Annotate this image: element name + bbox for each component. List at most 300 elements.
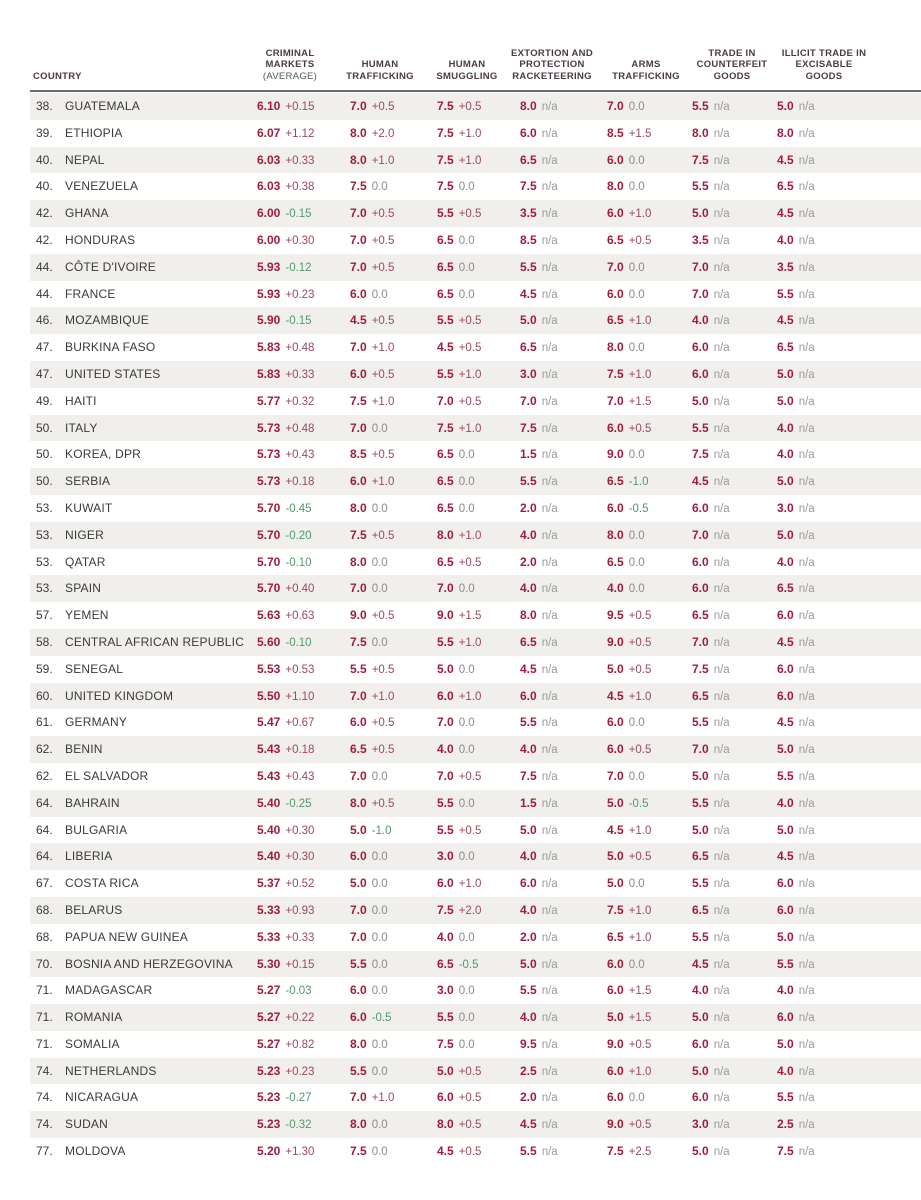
row-rank: 70. (36, 956, 53, 971)
human-smuggling-change: +1.0 (458, 154, 482, 167)
cell-excisable-goods (777, 575, 815, 603)
arms-trafficking-change: +0.5 (628, 636, 652, 649)
arms-trafficking-score: 6.0 (607, 1063, 624, 1078)
counterfeit-goods-change: n/a (713, 663, 730, 676)
counterfeit-goods-score: 5.5 (692, 420, 709, 435)
excisable-goods-change: n/a (798, 449, 815, 462)
extortion-score: 4.0 (520, 849, 537, 864)
extortion-score: 1.5 (520, 795, 537, 810)
arms-trafficking-score: 6.0 (607, 956, 624, 971)
cell-arms-trafficking (607, 575, 645, 603)
row-rank: 58. (36, 634, 53, 649)
counterfeit-goods-score: 5.0 (692, 393, 709, 408)
counterfeit-goods-change: n/a (713, 1012, 730, 1025)
cell-counterfeit-goods (692, 1058, 730, 1086)
human-smuggling-score: 4.0 (437, 929, 454, 944)
counterfeit-goods-score: 4.0 (692, 313, 709, 328)
arms-trafficking-change: +0.5 (628, 610, 652, 623)
extortion-score: 2.0 (520, 1090, 537, 1105)
human-smuggling-score: 6.5 (437, 956, 454, 971)
row-rank: 38. (36, 99, 53, 113)
criminal-markets-change: +0.33 (285, 931, 315, 944)
counterfeit-goods-change: n/a (713, 261, 730, 274)
counterfeit-goods-score: 6.0 (692, 1090, 709, 1105)
excisable-goods-score: 6.5 (777, 581, 794, 596)
table-row (30, 843, 921, 870)
cell-human-trafficking (350, 763, 388, 791)
criminal-markets-score: 5.83 (257, 366, 281, 381)
cell-counterfeit-goods (692, 709, 730, 737)
cell-criminal-markets (257, 147, 314, 175)
cell-arms-trafficking (607, 683, 651, 711)
human-smuggling-change: +0.5 (458, 101, 482, 113)
human-smuggling-score: 8.0 (437, 527, 454, 542)
counterfeit-goods-score: 5.0 (692, 822, 709, 837)
excisable-goods-change: n/a (798, 878, 815, 891)
table-row (30, 307, 921, 334)
criminal-markets-score: 5.23 (257, 1090, 281, 1105)
cell-arms-trafficking (607, 441, 645, 469)
arms-trafficking-score: 8.5 (607, 125, 624, 140)
header-extortion: EXTORTION AND PROTECTION RACKETEERING (510, 47, 593, 82)
cell-extortion (520, 977, 558, 1005)
excisable-goods-score: 7.5 (777, 1144, 794, 1159)
human-smuggling-change: +1.0 (458, 529, 482, 542)
human-trafficking-change: +1.0 (371, 154, 395, 167)
human-trafficking-change: +0.5 (371, 717, 395, 730)
cell-excisable-goods (777, 120, 815, 148)
human-trafficking-score: 5.5 (350, 956, 367, 971)
excisable-goods-change: n/a (798, 583, 815, 596)
header-arms-trafficking: ARMS TRAFFICKING (612, 59, 680, 82)
human-trafficking-change: 0.0 (371, 1146, 388, 1159)
row-country: BULGARIA (65, 822, 128, 837)
cell-human-smuggling (437, 977, 475, 1005)
cell-human-trafficking (350, 897, 388, 925)
human-smuggling-change: 0.0 (458, 717, 475, 730)
cell-counterfeit-goods (692, 334, 730, 362)
human-smuggling-change: 0.0 (458, 1012, 475, 1025)
human-trafficking-score: 6.0 (350, 983, 367, 998)
counterfeit-goods-change: n/a (713, 342, 730, 355)
counterfeit-goods-change: n/a (713, 395, 730, 408)
arms-trafficking-score: 4.5 (607, 688, 624, 703)
row-country: SOMALIA (65, 1036, 120, 1051)
cell-human-smuggling (437, 1084, 481, 1112)
cell-counterfeit-goods (692, 1004, 730, 1032)
header-country: COUNTRY (33, 70, 82, 82)
criminal-markets-change: +0.30 (285, 234, 315, 247)
cell-criminal-markets (257, 307, 312, 335)
human-smuggling-change: 0.0 (458, 583, 475, 596)
cell-arms-trafficking (607, 629, 651, 657)
counterfeit-goods-change: n/a (713, 904, 730, 917)
counterfeit-goods-score: 3.5 (692, 232, 709, 247)
cell-counterfeit-goods (692, 361, 730, 389)
counterfeit-goods-change: n/a (713, 181, 730, 194)
cell-arms-trafficking (607, 254, 645, 282)
criminal-markets-change: +0.43 (285, 770, 315, 783)
cell-arms-trafficking (607, 227, 651, 255)
cell-arms-trafficking (607, 709, 645, 737)
cell-excisable-goods (777, 683, 815, 711)
excisable-goods-score: 4.5 (777, 849, 794, 864)
counterfeit-goods-score: 4.5 (692, 474, 709, 489)
extortion-change: n/a (541, 663, 558, 676)
cell-criminal-markets (257, 1084, 312, 1112)
human-trafficking-change: 0.0 (371, 958, 388, 971)
table-row (30, 602, 921, 629)
cell-extortion (520, 388, 558, 416)
extortion-change: n/a (541, 931, 558, 944)
arms-trafficking-change: 0.0 (628, 288, 645, 301)
row-country: BAHRAIN (65, 795, 120, 810)
row-rank: 44. (36, 259, 53, 274)
human-trafficking-change: +0.5 (371, 208, 395, 221)
row-country: NICARAGUA (65, 1090, 139, 1105)
counterfeit-goods-score: 6.0 (692, 1036, 709, 1051)
extortion-score: 7.5 (520, 179, 537, 194)
counterfeit-goods-change: n/a (713, 288, 730, 301)
cell-criminal-markets (257, 173, 314, 201)
criminal-markets-change: -0.32 (285, 1119, 312, 1132)
human-smuggling-score: 7.5 (437, 179, 454, 194)
arms-trafficking-score: 5.0 (607, 849, 624, 864)
table-row (30, 1004, 921, 1031)
extortion-change: n/a (541, 1146, 558, 1159)
cell-human-smuggling (437, 602, 481, 630)
human-smuggling-score: 7.5 (437, 420, 454, 435)
table-row (30, 361, 921, 388)
cell-excisable-goods (777, 549, 815, 577)
cell-counterfeit-goods (692, 441, 730, 469)
criminal-markets-change: +0.48 (285, 422, 315, 435)
human-trafficking-change: 0.0 (371, 583, 388, 596)
human-trafficking-change: +1.0 (371, 476, 395, 489)
extortion-change: n/a (541, 502, 558, 515)
excisable-goods-score: 5.0 (777, 929, 794, 944)
row-country: VENEZUELA (65, 179, 139, 194)
cell-extortion (520, 1084, 558, 1112)
cell-criminal-markets (257, 656, 314, 684)
human-smuggling-score: 6.0 (437, 688, 454, 703)
cell-counterfeit-goods (692, 200, 730, 228)
extortion-score: 5.5 (520, 1144, 537, 1159)
table-row (30, 924, 921, 951)
cell-arms-trafficking (607, 1004, 651, 1032)
human-trafficking-score: 7.0 (350, 902, 367, 917)
arms-trafficking-change: +0.5 (628, 851, 652, 864)
arms-trafficking-score: 8.0 (607, 527, 624, 542)
excisable-goods-change: n/a (798, 770, 815, 783)
human-trafficking-score: 7.0 (350, 688, 367, 703)
criminal-markets-score: 5.63 (257, 608, 281, 623)
cell-counterfeit-goods (692, 1084, 730, 1112)
criminal-markets-change: +0.53 (285, 663, 315, 676)
arms-trafficking-score: 6.0 (607, 286, 624, 301)
cell-excisable-goods (777, 817, 815, 845)
arms-trafficking-change: +1.5 (628, 1012, 652, 1025)
cell-human-trafficking (350, 977, 388, 1005)
extortion-change: n/a (541, 958, 558, 971)
cell-counterfeit-goods (692, 951, 730, 979)
extortion-score: 6.5 (520, 152, 537, 167)
counterfeit-goods-score: 6.0 (692, 366, 709, 381)
human-smuggling-score: 7.5 (437, 902, 454, 917)
human-smuggling-change: 0.0 (458, 502, 475, 515)
human-smuggling-score: 5.5 (437, 206, 454, 221)
row-rank: 74. (36, 1117, 53, 1132)
row-rank: 47. (36, 366, 53, 381)
extortion-score: 4.0 (520, 1010, 537, 1025)
row-country: SENEGAL (65, 661, 124, 676)
cell-criminal-markets (257, 1138, 314, 1166)
cell-arms-trafficking (607, 736, 651, 764)
arms-trafficking-score: 8.0 (607, 340, 624, 355)
cell-human-trafficking (350, 361, 394, 389)
extortion-score: 5.0 (520, 956, 537, 971)
criminal-markets-score: 6.00 (257, 232, 281, 247)
human-smuggling-score: 4.5 (437, 340, 454, 355)
cell-human-trafficking (350, 1058, 388, 1086)
criminal-markets-score: 5.43 (257, 768, 281, 783)
excisable-goods-change: n/a (798, 1012, 815, 1025)
cell-human-smuggling (437, 1004, 475, 1032)
cell-counterfeit-goods (692, 656, 730, 684)
counterfeit-goods-score: 5.5 (692, 876, 709, 891)
cell-extortion (520, 897, 558, 925)
criminal-markets-score: 5.73 (257, 447, 281, 462)
human-trafficking-score: 6.0 (350, 286, 367, 301)
cell-arms-trafficking (607, 790, 649, 818)
cell-extortion (520, 683, 558, 711)
excisable-goods-score: 5.0 (777, 393, 794, 408)
arms-trafficking-score: 9.5 (607, 608, 624, 623)
cell-extortion (520, 951, 558, 979)
cell-counterfeit-goods (692, 495, 730, 523)
extortion-change: n/a (541, 395, 558, 408)
cell-human-trafficking (350, 817, 392, 845)
extortion-change: n/a (541, 904, 558, 917)
counterfeit-goods-score: 7.5 (692, 661, 709, 676)
arms-trafficking-change: +0.5 (628, 234, 652, 247)
cell-criminal-markets (257, 602, 314, 630)
header-human-trafficking: HUMAN TRAFFICKING (346, 59, 414, 82)
human-trafficking-change: 0.0 (371, 770, 388, 783)
row-rank: 49. (36, 393, 53, 408)
cell-extortion (520, 549, 558, 577)
cell-human-smuggling (437, 790, 475, 818)
excisable-goods-score: 4.0 (777, 420, 794, 435)
cell-counterfeit-goods (692, 575, 730, 603)
extortion-score: 4.5 (520, 1117, 537, 1132)
cell-counterfeit-goods (692, 736, 730, 764)
table-row (30, 736, 921, 763)
excisable-goods-score: 5.0 (777, 822, 794, 837)
excisable-goods-change: n/a (798, 422, 815, 435)
excisable-goods-change: n/a (798, 288, 815, 301)
arms-trafficking-change: 0.0 (628, 181, 645, 194)
human-trafficking-score: 7.5 (350, 1144, 367, 1159)
row-rank: 50. (36, 447, 53, 462)
criminal-markets-score: 6.00 (257, 206, 281, 221)
excisable-goods-change: n/a (798, 368, 815, 381)
cell-human-trafficking (350, 602, 394, 630)
row-country: PAPUA NEW GUINEA (65, 929, 189, 944)
row-rank: 61. (36, 715, 53, 730)
extortion-score: 2.0 (520, 929, 537, 944)
cell-excisable-goods (777, 629, 815, 657)
criminal-markets-change: +0.15 (285, 958, 315, 971)
cell-criminal-markets (257, 709, 314, 737)
extortion-change: n/a (541, 154, 558, 167)
counterfeit-goods-change: n/a (713, 449, 730, 462)
cell-human-smuggling (437, 361, 481, 389)
criminal-markets-change: +0.32 (285, 395, 315, 408)
criminal-markets-score: 5.23 (257, 1117, 281, 1132)
row-country: QATAR (65, 554, 106, 569)
counterfeit-goods-change: n/a (713, 931, 730, 944)
cell-extortion (520, 254, 558, 282)
cell-human-smuggling (437, 629, 481, 657)
counterfeit-goods-score: 5.0 (692, 1063, 709, 1078)
table-row (30, 683, 921, 710)
cell-counterfeit-goods (692, 227, 730, 255)
arms-trafficking-score: 5.0 (607, 876, 624, 891)
arms-trafficking-change: 0.0 (628, 342, 645, 355)
extortion-score: 8.5 (520, 232, 537, 247)
cell-excisable-goods (777, 736, 815, 764)
cell-human-trafficking (350, 281, 388, 309)
arms-trafficking-change: +0.5 (628, 744, 652, 757)
arms-trafficking-change: +1.0 (628, 208, 652, 221)
human-trafficking-score: 8.0 (350, 554, 367, 569)
cell-criminal-markets (257, 817, 314, 845)
criminal-markets-score: 5.40 (257, 822, 281, 837)
counterfeit-goods-score: 7.0 (692, 742, 709, 757)
criminal-markets-score: 5.33 (257, 902, 281, 917)
human-smuggling-score: 9.0 (437, 608, 454, 623)
criminal-markets-change: -0.27 (285, 1092, 312, 1105)
excisable-goods-score: 5.0 (777, 1036, 794, 1051)
table-row (30, 575, 921, 602)
cell-counterfeit-goods (692, 683, 730, 711)
extortion-score: 5.5 (520, 474, 537, 489)
cell-human-smuggling (437, 254, 475, 282)
counterfeit-goods-score: 8.0 (692, 125, 709, 140)
cell-counterfeit-goods (692, 522, 730, 550)
human-smuggling-score: 7.5 (437, 99, 454, 113)
criminal-markets-change: -0.15 (285, 315, 312, 328)
excisable-goods-change: n/a (798, 1065, 815, 1078)
excisable-goods-score: 4.0 (777, 795, 794, 810)
cell-criminal-markets (257, 870, 314, 898)
cell-arms-trafficking (607, 200, 651, 228)
counterfeit-goods-change: n/a (713, 529, 730, 542)
row-country: CÔTE D'IVOIRE (65, 259, 156, 274)
criminal-markets-change: +1.12 (285, 127, 315, 140)
extortion-score: 4.0 (520, 742, 537, 757)
excisable-goods-change: n/a (798, 744, 815, 757)
table-row (30, 147, 921, 174)
table-row (30, 468, 921, 495)
criminal-markets-change: +0.82 (285, 1038, 315, 1051)
cell-excisable-goods (777, 897, 815, 925)
arms-trafficking-score: 4.0 (607, 581, 624, 596)
extortion-score: 3.0 (520, 366, 537, 381)
arms-trafficking-change: +0.5 (628, 1119, 652, 1132)
cell-arms-trafficking (607, 977, 651, 1005)
human-trafficking-change: +1.0 (371, 1092, 395, 1105)
arms-trafficking-score: 9.0 (607, 447, 624, 462)
cell-excisable-goods (777, 227, 815, 255)
cell-extortion (520, 200, 558, 228)
human-trafficking-change: +1.0 (371, 395, 395, 408)
human-trafficking-score: 8.0 (350, 152, 367, 167)
table-row (30, 656, 921, 683)
excisable-goods-change: n/a (798, 101, 815, 113)
cell-human-smuggling (437, 575, 475, 603)
counterfeit-goods-score: 5.5 (692, 929, 709, 944)
human-trafficking-score: 6.5 (350, 742, 367, 757)
cell-excisable-goods (777, 709, 815, 737)
excisable-goods-change: n/a (798, 502, 815, 515)
cell-extortion (520, 415, 558, 443)
extortion-score: 5.5 (520, 983, 537, 998)
row-rank: 71. (36, 1036, 53, 1051)
arms-trafficking-score: 4.5 (607, 822, 624, 837)
human-trafficking-score: 4.5 (350, 313, 367, 328)
human-trafficking-score: 8.0 (350, 1117, 367, 1132)
header-human-smuggling: HUMAN SMUGGLING (436, 59, 498, 82)
cell-criminal-markets (257, 495, 312, 523)
excisable-goods-score: 4.0 (777, 447, 794, 462)
human-trafficking-change: +0.5 (371, 234, 395, 247)
cell-criminal-markets (257, 254, 312, 282)
cell-arms-trafficking (607, 495, 649, 523)
extortion-score: 8.0 (520, 99, 537, 113)
arms-trafficking-score: 7.5 (607, 902, 624, 917)
cell-criminal-markets (257, 227, 314, 255)
arms-trafficking-score: 6.0 (607, 742, 624, 757)
criminal-markets-score: 5.73 (257, 420, 281, 435)
excisable-goods-change: n/a (798, 556, 815, 569)
human-smuggling-change: 0.0 (458, 663, 475, 676)
counterfeit-goods-score: 7.0 (692, 286, 709, 301)
arms-trafficking-change: +0.5 (628, 663, 652, 676)
human-smuggling-score: 8.0 (437, 1117, 454, 1132)
extortion-change: n/a (541, 288, 558, 301)
cell-human-trafficking (350, 254, 394, 282)
excisable-goods-change: n/a (798, 824, 815, 837)
cell-human-smuggling (437, 200, 481, 228)
cell-arms-trafficking (607, 468, 649, 496)
table-row (30, 93, 921, 120)
cell-arms-trafficking (607, 549, 645, 577)
cell-counterfeit-goods (692, 173, 730, 201)
cell-excisable-goods (777, 254, 815, 282)
row-rank: 64. (36, 795, 53, 810)
cell-human-trafficking (350, 441, 394, 469)
human-trafficking-change: 0.0 (371, 1065, 388, 1078)
cell-human-trafficking (350, 93, 394, 121)
cell-extortion (520, 709, 558, 737)
excisable-goods-score: 4.5 (777, 152, 794, 167)
counterfeit-goods-change: n/a (713, 208, 730, 221)
excisable-goods-score: 5.5 (777, 956, 794, 971)
criminal-markets-change: +0.18 (285, 476, 315, 489)
human-smuggling-change: 0.0 (458, 851, 475, 864)
